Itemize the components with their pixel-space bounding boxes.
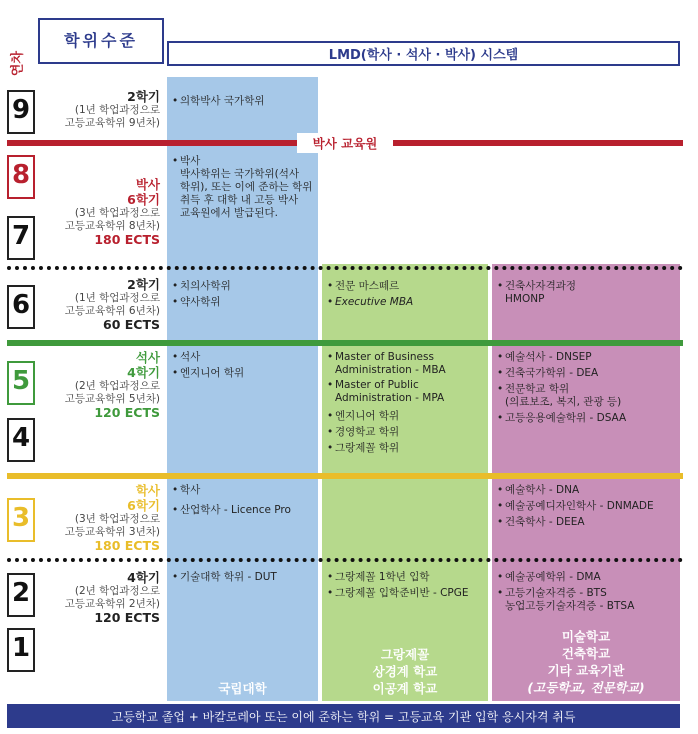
- bottom-banner-text: 고등학교 졸업 + 바칼로레아 또는 이에 준하는 학위 = 고등교육 기관 입학 응시자격 취득: [111, 710, 576, 724]
- doctor-desc-1: 박사학위는 국가학위(석사: [180, 168, 300, 180]
- mba-line2: Administration - MBA: [335, 364, 446, 376]
- col1-year12-items: [172, 571, 314, 587]
- level-year6: [36, 277, 160, 332]
- specialized-degree-line2: (의료보조, 복지, 관광 등): [505, 396, 622, 408]
- divider-dotted-7-6: [7, 266, 683, 270]
- list-item: • 박사: [172, 155, 314, 168]
- level-year12-note2: 고등교육학위 2년차): [64, 597, 160, 610]
- list-item: • 그랑제꼴 학위: [327, 442, 485, 455]
- mba-line1: • Master of Business: [335, 351, 434, 363]
- list-item: • 엔지니어 학위: [172, 367, 314, 380]
- list-item: • 건축국가학위 - DEA: [497, 367, 677, 380]
- list-item: [497, 280, 677, 306]
- divider-bachelor: [7, 473, 683, 479]
- level-bachelor-title: 학사: [135, 483, 160, 498]
- list-item: [327, 379, 485, 405]
- level-year6-note2: 고등교육학위 6년차): [64, 304, 160, 317]
- year-9-box: 9: [7, 90, 35, 134]
- level-year12-ects: 120 ECTS: [94, 610, 160, 625]
- bottom-banner: [7, 704, 680, 728]
- doctor-desc-3: 취득 후 대학 내 고등 박사: [180, 194, 299, 206]
- level-bachelor-note2: 고등교육학위 3년차): [64, 525, 160, 538]
- level-year6-semesters: 2학기: [127, 277, 160, 292]
- year-header-label: [4, 42, 28, 82]
- year-1-box: 1: [7, 628, 35, 672]
- list-item: • 예술공예학위 - DMA: [497, 571, 677, 584]
- list-item: • 고등응용예술학위 - DSAA: [497, 412, 677, 425]
- level-master-title: 석사: [135, 350, 160, 365]
- specialized-degree-line1: • 전문학교 학위: [505, 383, 570, 395]
- level-year9-semesters: 2학기: [127, 89, 160, 104]
- level-doctor-note1: (3년 학업과정으로: [74, 207, 160, 219]
- col3-year12-items: [497, 571, 677, 616]
- level-doctor-ects: 180 ECTS: [94, 232, 160, 247]
- doctor-desc-4: 교육원에서 발급된다.: [180, 207, 278, 219]
- list-item: • Executive MBA: [327, 296, 485, 309]
- level-master-ects: 120 ECTS: [94, 405, 160, 420]
- year-4-box: 4: [7, 418, 35, 462]
- lmd-header-text: LMD(학사 · 석사 · 박사) 시스템: [328, 48, 519, 63]
- mpa-line1: • Master of Public: [335, 379, 419, 391]
- col1-master-items: [172, 351, 314, 383]
- col2-master-items: [327, 351, 485, 458]
- level-header-text: 학위수준: [64, 31, 138, 50]
- col1-doctor-items: [172, 155, 314, 220]
- mpa-line2: Administration - MPA: [335, 392, 445, 404]
- level-year6-note1: (1년 학업과정으로: [74, 292, 160, 304]
- col2-footer-line2: 상경계 학교: [372, 664, 438, 679]
- level-bachelor-ects: 180 ECTS: [94, 538, 160, 553]
- col1-footer: 국립대학: [218, 681, 267, 696]
- list-item: • 전문 마스떼르: [327, 280, 485, 293]
- doctor-desc-2: 학위), 또는 이에 준하는 학위: [180, 181, 313, 193]
- divider-master: [7, 340, 683, 346]
- col3-footer: [492, 628, 680, 696]
- level-header-box: [38, 18, 164, 64]
- level-master-note1: (2년 학업과정으로: [74, 380, 160, 392]
- list-item: [497, 383, 677, 409]
- year-2-box: 2: [7, 573, 35, 617]
- list-item: • 그랑제꼴 1학년 입학: [327, 571, 485, 584]
- year-5-box: 5: [7, 361, 35, 405]
- list-item: • 예술학사 - DNA: [497, 484, 677, 497]
- col1-year6-items: [172, 280, 314, 312]
- doctoral-school-line-right: [393, 140, 683, 146]
- col3-footer-line2: 건축학교: [561, 646, 611, 661]
- level-year9-note1: (1년 학업과정으로: [74, 104, 160, 116]
- col2-footer-line1: 그랑제꼴: [380, 647, 430, 662]
- col2-footer: [322, 646, 488, 697]
- level-year6-ects: 60 ECTS: [103, 317, 160, 332]
- list-item: • 예술석사 - DNSEP: [497, 351, 677, 364]
- level-year12: [36, 570, 160, 625]
- col3-master-items: [497, 351, 677, 428]
- level-master-note2: 고등교육학위 5년차): [64, 392, 160, 405]
- list-item: • 치의사학위: [172, 280, 314, 293]
- level-doctor-semesters: 6학기: [127, 192, 160, 207]
- list-item: • 기술대학 학위 - DUT: [172, 571, 314, 584]
- level-year12-note1: (2년 학업과정으로: [74, 585, 160, 597]
- col2-year12-items: [327, 571, 485, 603]
- year-7-box: 7: [7, 216, 35, 260]
- col1-year9-items: [172, 95, 314, 111]
- doctoral-school-text: 박사 교육원: [312, 136, 378, 151]
- level-doctor-title: 박사: [135, 177, 160, 192]
- level-year9: [36, 89, 160, 129]
- level-master: [36, 350, 160, 420]
- col3-footer-line4: (고등학교, 전문학교): [527, 680, 645, 695]
- year-8-box: 8: [7, 155, 35, 199]
- list-item: • 약사학위: [172, 296, 314, 309]
- list-item: • 예술공예디자인학사 - DNMADE: [497, 500, 677, 513]
- col3-year6-items: [497, 280, 677, 309]
- level-master-semesters: 4학기: [127, 365, 160, 380]
- bts-line2: 농업고등기술자격증 - BTSA: [505, 600, 635, 612]
- doctoral-school-line-left: [7, 140, 297, 146]
- level-year12-semesters: 4학기: [127, 570, 160, 585]
- list-item: • 건축학사 - DEEA: [497, 516, 677, 529]
- hmonp-line1: • 건축사자격과정: [505, 280, 577, 292]
- year-3-box: 3: [7, 498, 35, 542]
- list-item: [327, 351, 485, 377]
- col2-year6-items: [327, 280, 485, 312]
- year-header-text: 연차: [10, 50, 26, 77]
- col1-bachelor-items: [172, 484, 314, 520]
- level-bachelor-semesters: 6학기: [127, 498, 160, 513]
- list-item: • 석사: [172, 351, 314, 364]
- level-doctor: [36, 177, 160, 247]
- col3-bachelor-items: [497, 484, 677, 532]
- list-item: • 경영학교 학위: [327, 426, 485, 439]
- hmonp-line2: HMONP: [505, 293, 545, 305]
- list-item: [497, 587, 677, 613]
- list-item: • 의학박사 국가학위: [172, 95, 314, 108]
- list-item: • 산업학사 - Licence Pro: [172, 504, 314, 517]
- col3-footer-line1: 미술학교: [561, 629, 611, 644]
- col-grandes-ecoles-bg: [322, 264, 488, 701]
- doctoral-school-label: [297, 133, 393, 153]
- col3-footer-line3: 기타 교육기관: [547, 663, 625, 678]
- list-item: • 학사: [172, 484, 314, 497]
- bts-line1: • 고등기술자격증 - BTS: [505, 587, 607, 599]
- level-year9-note2: 고등교육학위 9년차): [64, 116, 160, 129]
- list-item: • 그랑제꼴 입학준비반 - CPGE: [327, 587, 485, 600]
- lmd-header-box: [167, 41, 680, 66]
- level-bachelor: [36, 483, 160, 553]
- year-6-box: 6: [7, 285, 35, 329]
- list-item: • 엔지니어 학위: [327, 410, 485, 423]
- col2-footer-line3: 이공계 학교: [372, 681, 438, 696]
- level-bachelor-note1: (3년 학업과정으로: [74, 513, 160, 525]
- divider-dotted-3-2: [7, 558, 683, 562]
- level-doctor-note2: 고등교육학위 8년차): [64, 219, 160, 232]
